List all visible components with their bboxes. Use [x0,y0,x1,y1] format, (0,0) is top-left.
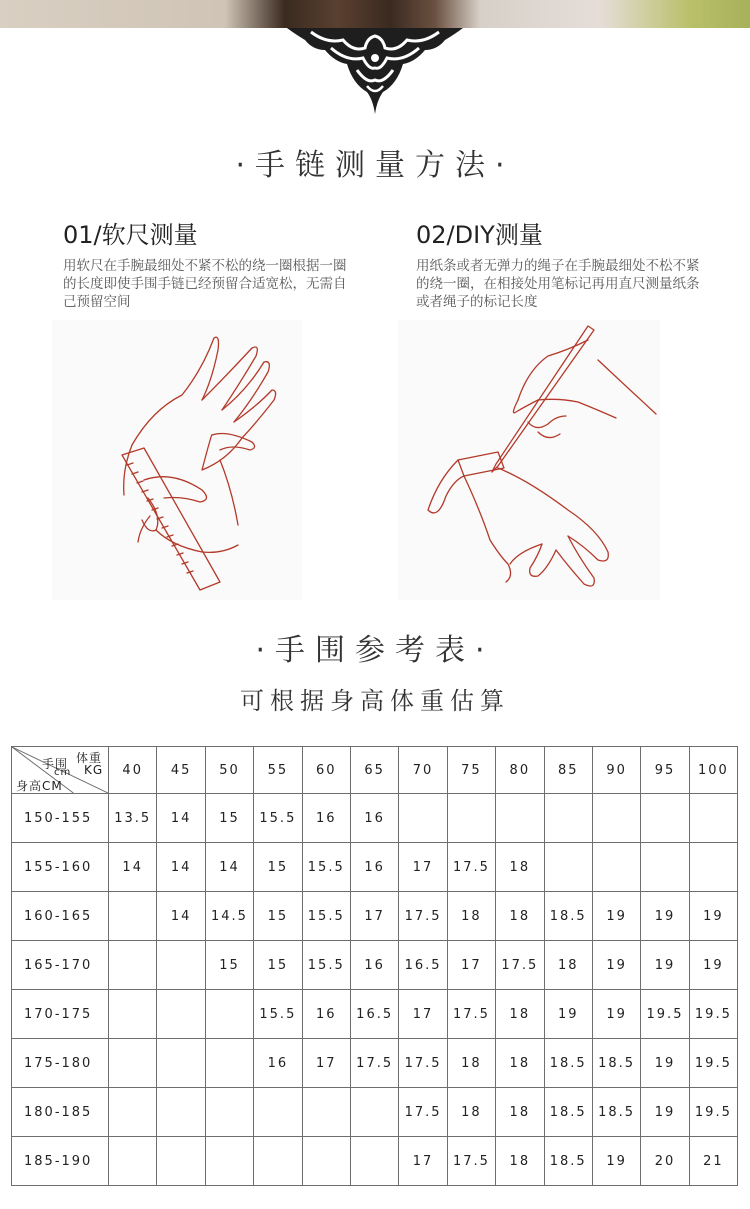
method-tape-title: 01/软尺测量 [63,221,198,249]
wrist-size-cell: 18.5 [544,1137,592,1186]
corner-cm-label: cm [54,767,72,778]
wrist-size-cell: 18 [447,1088,495,1137]
measurement-method-heading: ·手链测量方法· [235,148,515,183]
wrist-size-cell: 15.5 [302,941,350,990]
wrist-size-cell: 21 [689,1137,737,1186]
wrist-size-cell: 18 [496,1088,544,1137]
wrist-size-cell: 17.5 [350,1039,398,1088]
size-chart-heading: ·手围参考表· [255,633,495,668]
table-corner-cell [12,747,109,794]
wrist-size-cell: 16 [350,794,398,843]
wrist-size-cell: 14 [157,843,205,892]
weight-header-cell: 100 [689,747,737,794]
wrist-size-cell: 15.5 [254,794,302,843]
wrist-size-cell: 17 [350,892,398,941]
weight-header-cell: 85 [544,747,592,794]
wrist-size-table [11,746,738,1186]
height-range-cell: 160-165 [12,892,109,941]
height-range-cell: 155-160 [12,843,109,892]
method-diy-title: 02/DIY测量 [416,221,543,249]
wrist-size-cell [544,794,592,843]
wrist-size-cell: 16.5 [350,990,398,1039]
wrist-size-cell: 14.5 [205,892,253,941]
weight-header-cell: 40 [109,747,157,794]
table-row [12,843,738,892]
wrist-size-cell: 18.5 [592,1088,640,1137]
wrist-size-cell [254,1088,302,1137]
wrist-size-cell: 15 [254,892,302,941]
method-diy-description: 用纸条或者无弹力的绳子在手腕最细处不松不紧的绕一圈，在相接处用笔标记再用直尺测量纸条或者绳子的标记长度 [416,258,700,310]
wrist-size-cell: 20 [641,1137,689,1186]
wrist-size-cell: 17.5 [399,1088,447,1137]
wrist-size-cell [399,794,447,843]
wrist-size-cell: 14 [157,794,205,843]
wrist-size-cell [205,1088,253,1137]
wrist-size-cell [205,1039,253,1088]
wrist-size-cell: 18 [496,892,544,941]
wrist-size-cell [109,1088,157,1137]
cloud-ornament-icon [287,28,463,116]
table-row [12,794,738,843]
wrist-size-cell: 17.5 [447,843,495,892]
wrist-size-cell [205,1137,253,1186]
wrist-size-cell [592,794,640,843]
wrist-size-cell [254,1137,302,1186]
wrist-size-cell: 15 [205,941,253,990]
wrist-size-cell: 17.5 [496,941,544,990]
wrist-size-cell: 17 [399,843,447,892]
wrist-size-cell [544,843,592,892]
weight-header-cell: 75 [447,747,495,794]
wrist-size-cell [109,1137,157,1186]
wrist-size-cell: 17 [447,941,495,990]
wrist-size-cell: 18.5 [544,1039,592,1088]
weight-header-cell: 70 [399,747,447,794]
wrist-size-cell [350,1088,398,1137]
corner-kg-label: KG [84,763,104,777]
wrist-size-cell [350,1137,398,1186]
wrist-size-cell: 18 [496,990,544,1039]
wrist-size-cell [109,941,157,990]
wrist-size-cell [109,892,157,941]
corner-wrist-label: 手围 [42,757,69,771]
table-row [12,990,738,1039]
wrist-size-cell: 19 [544,990,592,1039]
wrist-size-cell: 15.5 [302,843,350,892]
wrist-size-cell [157,1137,205,1186]
wrist-size-cell: 17.5 [447,1137,495,1186]
wrist-size-cell [205,990,253,1039]
height-range-cell: 175-180 [12,1039,109,1088]
wrist-size-cell: 16 [302,794,350,843]
wrist-size-cell [641,843,689,892]
wrist-size-cell [157,1039,205,1088]
height-range-cell: 170-175 [12,990,109,1039]
wrist-size-cell: 19.5 [641,990,689,1039]
wrist-size-cell [302,1137,350,1186]
wrist-size-cell: 19 [641,941,689,990]
wrist-size-cell: 19 [641,892,689,941]
wrist-size-cell: 18 [544,941,592,990]
height-range-cell: 165-170 [12,941,109,990]
wrist-size-cell [109,1039,157,1088]
table-row [12,941,738,990]
weight-header-cell: 60 [302,747,350,794]
wrist-size-cell [641,794,689,843]
wrist-size-cell [447,794,495,843]
wrist-size-cell: 19 [689,941,737,990]
wrist-size-cell: 18 [496,1039,544,1088]
height-range-cell: 180-185 [12,1088,109,1137]
wrist-size-cell: 17 [302,1039,350,1088]
wrist-size-cell: 16 [302,990,350,1039]
wrist-size-cell: 19 [592,892,640,941]
wrist-size-cell: 19.5 [689,990,737,1039]
wrist-size-cell [496,794,544,843]
wrist-size-cell: 19 [592,990,640,1039]
tape-measure-hand-illustration [52,320,302,600]
weight-header-cell: 95 [641,747,689,794]
wrist-size-cell: 19 [689,892,737,941]
wrist-size-cell: 13.5 [109,794,157,843]
corner-weight-label: 体重 [76,751,103,765]
size-chart-subtitle: 可根据身高体重估算 [240,687,510,715]
table-row [12,1137,738,1186]
wrist-size-cell: 17.5 [399,892,447,941]
wrist-size-cell: 18 [496,1137,544,1186]
weight-header-cell: 50 [205,747,253,794]
wrist-size-cell [592,843,640,892]
table-row [12,1039,738,1088]
wrist-size-cell: 15 [254,843,302,892]
wrist-size-cell [302,1088,350,1137]
wrist-size-cell [157,1088,205,1137]
table-row [12,892,738,941]
wrist-size-cell: 16 [350,843,398,892]
wrist-size-cell: 16.5 [399,941,447,990]
table-header-row [12,747,738,794]
wrist-size-cell [157,990,205,1039]
wrist-size-cell: 19 [592,941,640,990]
wrist-size-cell: 19 [641,1039,689,1088]
wrist-size-cell [109,990,157,1039]
method-tape-description: 用软尺在手腕最细处不紧不松的绕一圈根据一圈的长度即使手围手链已经预留合适宽松，无需自己预留空间 [63,258,347,310]
pen-marking-hand-illustration [398,320,660,600]
wrist-size-cell: 14 [109,843,157,892]
wrist-size-cell: 17.5 [399,1039,447,1088]
weight-header-cell: 80 [496,747,544,794]
wrist-size-cell: 16 [254,1039,302,1088]
wrist-size-cell: 18.5 [544,1088,592,1137]
wrist-size-cell: 15 [205,794,253,843]
wrist-size-cell: 18.5 [592,1039,640,1088]
wrist-size-cell: 17 [399,990,447,1039]
weight-header-cell: 45 [157,747,205,794]
wrist-size-cell: 18 [447,1039,495,1088]
wrist-size-cell: 18 [447,892,495,941]
weight-header-cell: 55 [254,747,302,794]
wrist-size-cell [157,941,205,990]
height-range-cell: 150-155 [12,794,109,843]
corner-height-label: 身高CM [16,779,63,793]
wrist-size-cell: 18 [496,843,544,892]
wrist-size-cell: 14 [205,843,253,892]
wrist-size-cell: 18.5 [544,892,592,941]
weight-header-cell: 65 [350,747,398,794]
wrist-size-cell: 15.5 [254,990,302,1039]
top-product-photo-strip [0,0,750,28]
wrist-size-cell [689,794,737,843]
wrist-size-cell: 19.5 [689,1088,737,1137]
wrist-size-cell [689,843,737,892]
wrist-size-cell: 15 [254,941,302,990]
wrist-size-cell: 19 [641,1088,689,1137]
wrist-size-cell: 17.5 [447,990,495,1039]
wrist-size-cell: 14 [157,892,205,941]
height-range-cell: 185-190 [12,1137,109,1186]
wrist-size-cell: 17 [399,1137,447,1186]
wrist-size-cell: 19.5 [689,1039,737,1088]
table-row [12,1088,738,1137]
wrist-size-cell: 16 [350,941,398,990]
wrist-size-cell: 19 [592,1137,640,1186]
weight-header-cell: 90 [592,747,640,794]
wrist-size-cell: 15.5 [302,892,350,941]
